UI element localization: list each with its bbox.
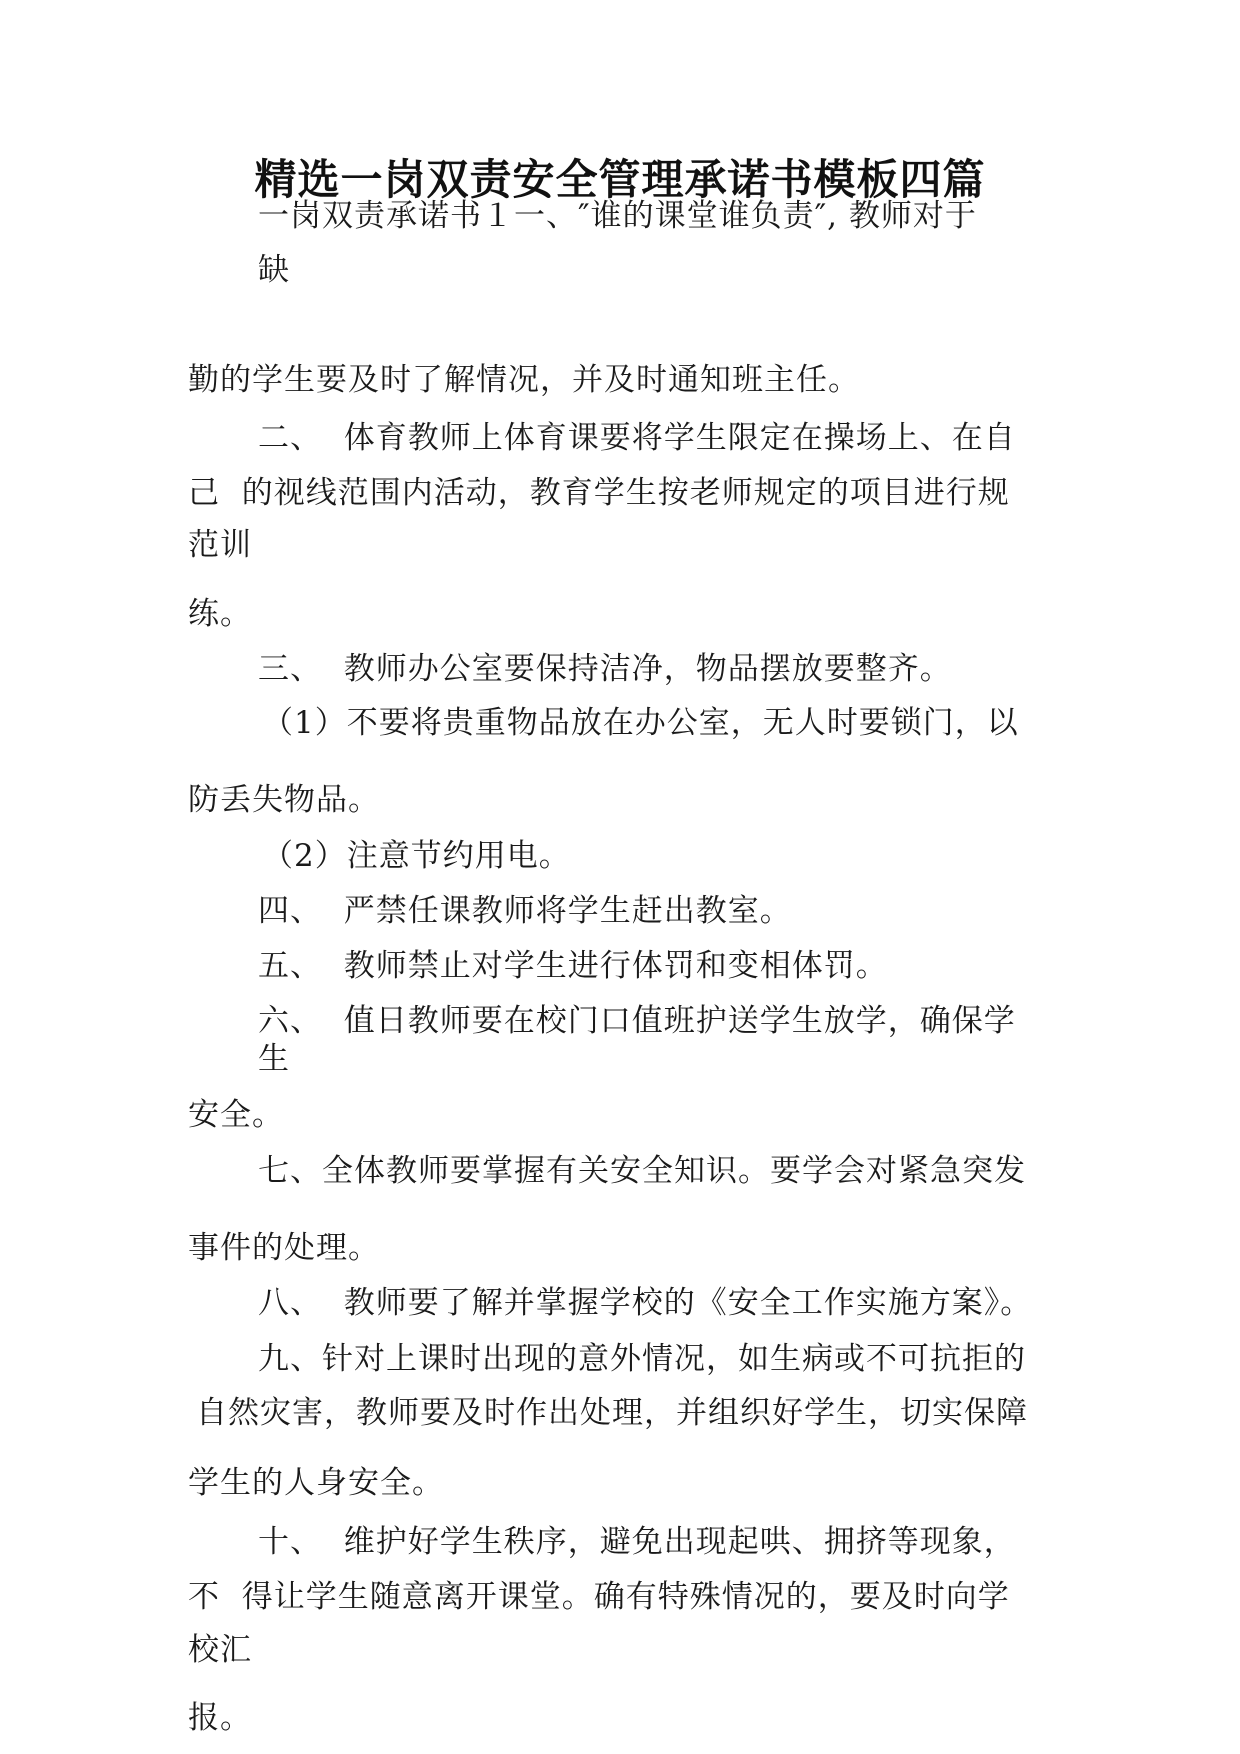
text-line: 事件的处理。 [188, 1230, 380, 1266]
text-line: 二、 体育教师上体育课要将学生限定在操场上、在自 [258, 420, 1016, 456]
text-line: 五、 教师禁止对学生进行体罚和变相体罚。 [258, 948, 888, 984]
text-line: 范训 [188, 527, 252, 563]
text-line: 八、 教师要了解并掌握学校的《安全工作实施方案》。 [258, 1285, 1033, 1321]
text-line: 练。 [188, 596, 252, 632]
text-line: 校汇 [188, 1632, 252, 1668]
text-line: 安全。 [188, 1097, 284, 1133]
text-line: 报。 [188, 1700, 252, 1736]
text-line: 己 的视线范围内活动，教育学生按老师规定的项目进行规 [188, 475, 1010, 511]
text-line: 六、 值日教师要在校门口值班护送学生放学，确保学 [258, 1003, 1016, 1039]
document-title: 精选一岗双责安全管理承诺书模板四篇 [254, 155, 986, 204]
text-line: 防丢失物品。 [188, 782, 380, 818]
text-line: 十、 维护好学生秩序，避免出现起哄、拥挤等现象， [258, 1524, 1016, 1560]
text-line: 一岗双责承诺书１一、″谁的课堂谁负责″, 教师对于 [258, 198, 977, 234]
text-line: 缺 [258, 252, 290, 288]
text-line: （1）不要将贵重物品放在办公室，无人时要锁门，以 [262, 705, 1019, 741]
text-line: 三、 教师办公室要保持洁净，物品摆放要整齐。 [258, 651, 952, 687]
text-line: 自然灾害，教师要及时作出处理，并组织好学生，切实保障 [196, 1395, 1028, 1431]
text-line: 九、针对上课时出现的意外情况，如生病或不可抗拒的 [258, 1341, 1026, 1377]
text-line: 生 [258, 1041, 290, 1077]
text-line: （2）注意节约用电。 [262, 838, 571, 874]
text-line: 四、 严禁任课教师将学生赶出教室。 [258, 893, 792, 929]
text-line: 七、全体教师要掌握有关安全知识。要学会对紧急突发 [258, 1153, 1026, 1189]
text-line: 学生的人身安全。 [188, 1465, 444, 1501]
text-line: 不 得让学生随意离开课堂。确有特殊情况的，要及时向学 [188, 1579, 1010, 1615]
text-line: 勤的学生要及时了解情况，并及时通知班主任。 [188, 362, 860, 398]
